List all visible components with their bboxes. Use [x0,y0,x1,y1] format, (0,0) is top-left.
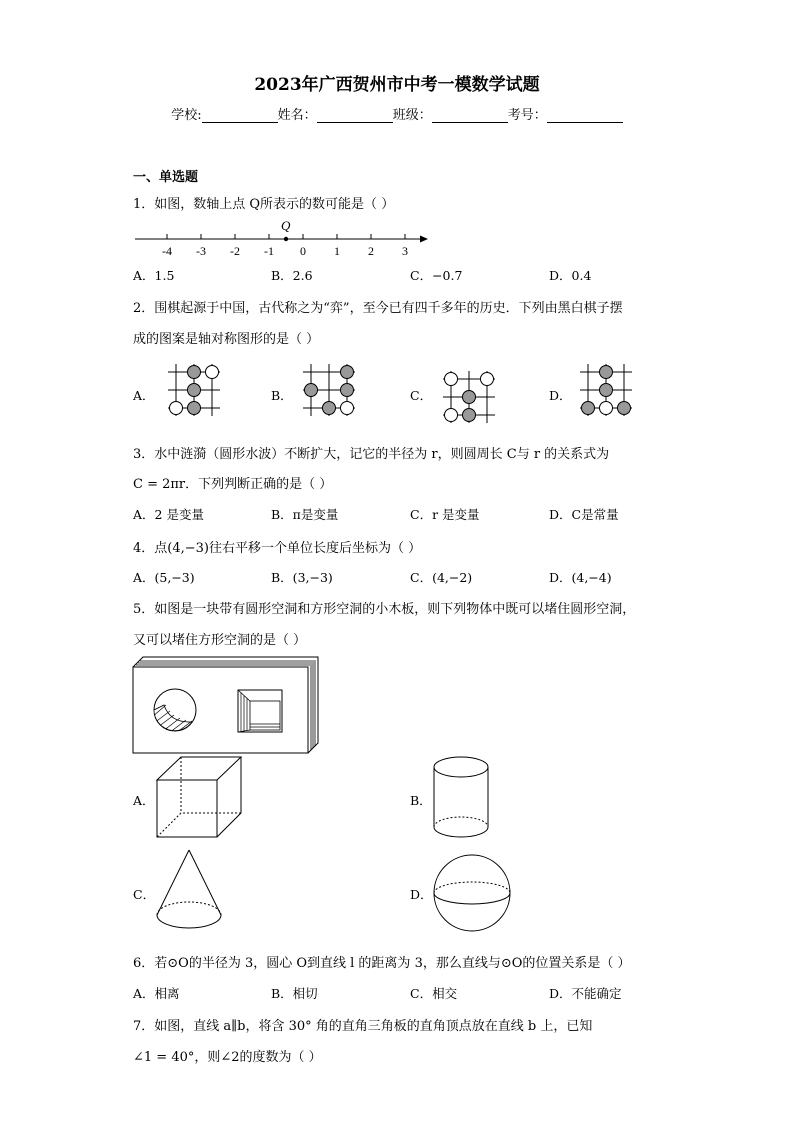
tick-label: -4 [162,244,172,258]
q3-option-d[interactable]: D．C是常量 [549,507,619,522]
black-stone [341,366,354,379]
q1-text: 1．如图，数轴上点 Q所表示的数可能是（ ） [133,197,395,212]
page-title: 2023年广西贺州市中考一模数学试题 [254,75,540,95]
q5-label-a[interactable]: A． [133,793,155,808]
q2-line2: 成的图案是轴对称图形的是（ ） [133,332,320,347]
go-pattern-a [161,357,231,427]
section-heading: 一、单选题 [133,170,199,185]
black-stone [600,366,613,379]
q6-option-d[interactable]: D．不能确定 [549,986,622,1001]
black-stone [582,402,595,415]
q3-option-a[interactable]: A．2 是变量 [133,507,204,522]
white-stone [445,409,458,422]
q4-option-b[interactable]: B．(3,−3) [271,570,333,585]
q6-option-c[interactable]: C．相交 [410,986,458,1001]
white-stone [445,373,458,386]
q3-option-c[interactable]: C．r 是变量 [410,507,480,522]
go-pattern-c [436,364,506,434]
go-pattern-d [573,357,643,427]
q5-label-c[interactable]: C． [133,887,156,902]
tick-label: -1 [264,244,274,258]
go-pattern-b [296,357,366,427]
black-stone [463,391,476,404]
cylinder-figure [431,755,493,841]
white-stone [600,402,613,415]
q2-label-c[interactable]: C． [410,388,433,403]
cube-figure [155,755,245,840]
q4-option-d[interactable]: D．(4,−4) [549,570,612,585]
id-blank[interactable] [547,108,623,123]
white-stone [341,402,354,415]
q2-label-d[interactable]: D． [549,388,572,403]
q2-line1: 2．围棋起源于中国，古代称之为“弈”，至今已有四千多年的历史．下列由黑白棋子摆 [133,301,623,316]
q6-option-a[interactable]: A．相离 [133,986,180,1001]
school-label: 学校: [171,108,202,123]
tick-label: 1 [334,244,340,258]
q6-text: 6．若⊙O的半径为 3，圆心 O到直线 l 的距离为 3，那么直线与⊙O的位置关系是（ ） [133,956,631,971]
name-label: 姓名： [277,108,317,123]
q5-label-b[interactable]: B． [410,793,432,808]
black-stone [188,366,201,379]
black-stone [463,409,476,422]
cone-figure [154,848,226,934]
tick-label: 0 [300,244,306,258]
q7-line2: ∠1 = 40°，则∠2的度数为（ ） [133,1050,322,1065]
q3-option-b[interactable]: B．π是变量 [271,507,339,522]
point-q-label: Q [281,218,291,233]
point-q [284,237,288,241]
sphere-figure [431,852,515,936]
q2-label-a[interactable]: A． [133,388,155,403]
q4-text: 4．点(4,−3)往右平移一个单位长度后坐标为（ ） [133,541,422,556]
q3-line2: C = 2πr．下列判断正确的是（ ） [133,477,333,492]
student-info-line [0,104,794,123]
q4-option-a[interactable]: A．(5,−3) [133,570,195,585]
black-stone [323,402,336,415]
tick-label: 3 [402,244,408,258]
id-label: 考号： [507,108,547,123]
number-line [130,215,430,260]
q3-line1: 3．水中涟漪（圆形水波）不断扩大，记它的半径为 r，则圆周长 C与 r 的关系式为 [133,447,610,462]
black-stone [188,402,201,415]
wooden-board-figure [130,655,322,755]
q5-line1: 5．如图是一块带有圆形空洞和方形空洞的小木板，则下列物体中既可以堵住圆形空洞， [133,602,636,617]
tick-label: 2 [368,244,374,258]
black-stone [305,384,318,397]
q2-label-b[interactable]: B． [271,388,293,403]
black-stone [341,384,354,397]
tick-label: -2 [230,244,240,258]
q5-line2: 又可以堵住方形空洞的是（ ） [133,633,307,648]
black-stone [188,384,201,397]
q1-option-d[interactable]: D．0.4 [549,268,592,283]
q5-label-d[interactable]: D． [410,887,433,902]
white-stone [481,373,494,386]
tick-label: -3 [196,244,206,258]
q7-line1: 7．如图，直线 a∥b，将含 30° 角的直角三角板的直角顶点放在直线 b 上，已知 [133,1019,593,1034]
q1-option-a[interactable]: A．1.5 [133,268,175,283]
school-blank[interactable] [202,108,278,123]
name-blank[interactable] [317,108,393,123]
q6-option-b[interactable]: B．相切 [271,986,318,1001]
class-label: 班级： [392,108,432,123]
class-blank[interactable] [432,108,508,123]
white-stone [170,402,183,415]
black-stone [618,402,631,415]
black-stone [600,384,613,397]
q1-option-b[interactable]: B．2.6 [271,268,313,283]
white-stone [206,366,219,379]
q4-option-c[interactable]: C．(4,−2) [410,570,473,585]
q1-option-c[interactable]: C．−0.7 [410,268,463,283]
